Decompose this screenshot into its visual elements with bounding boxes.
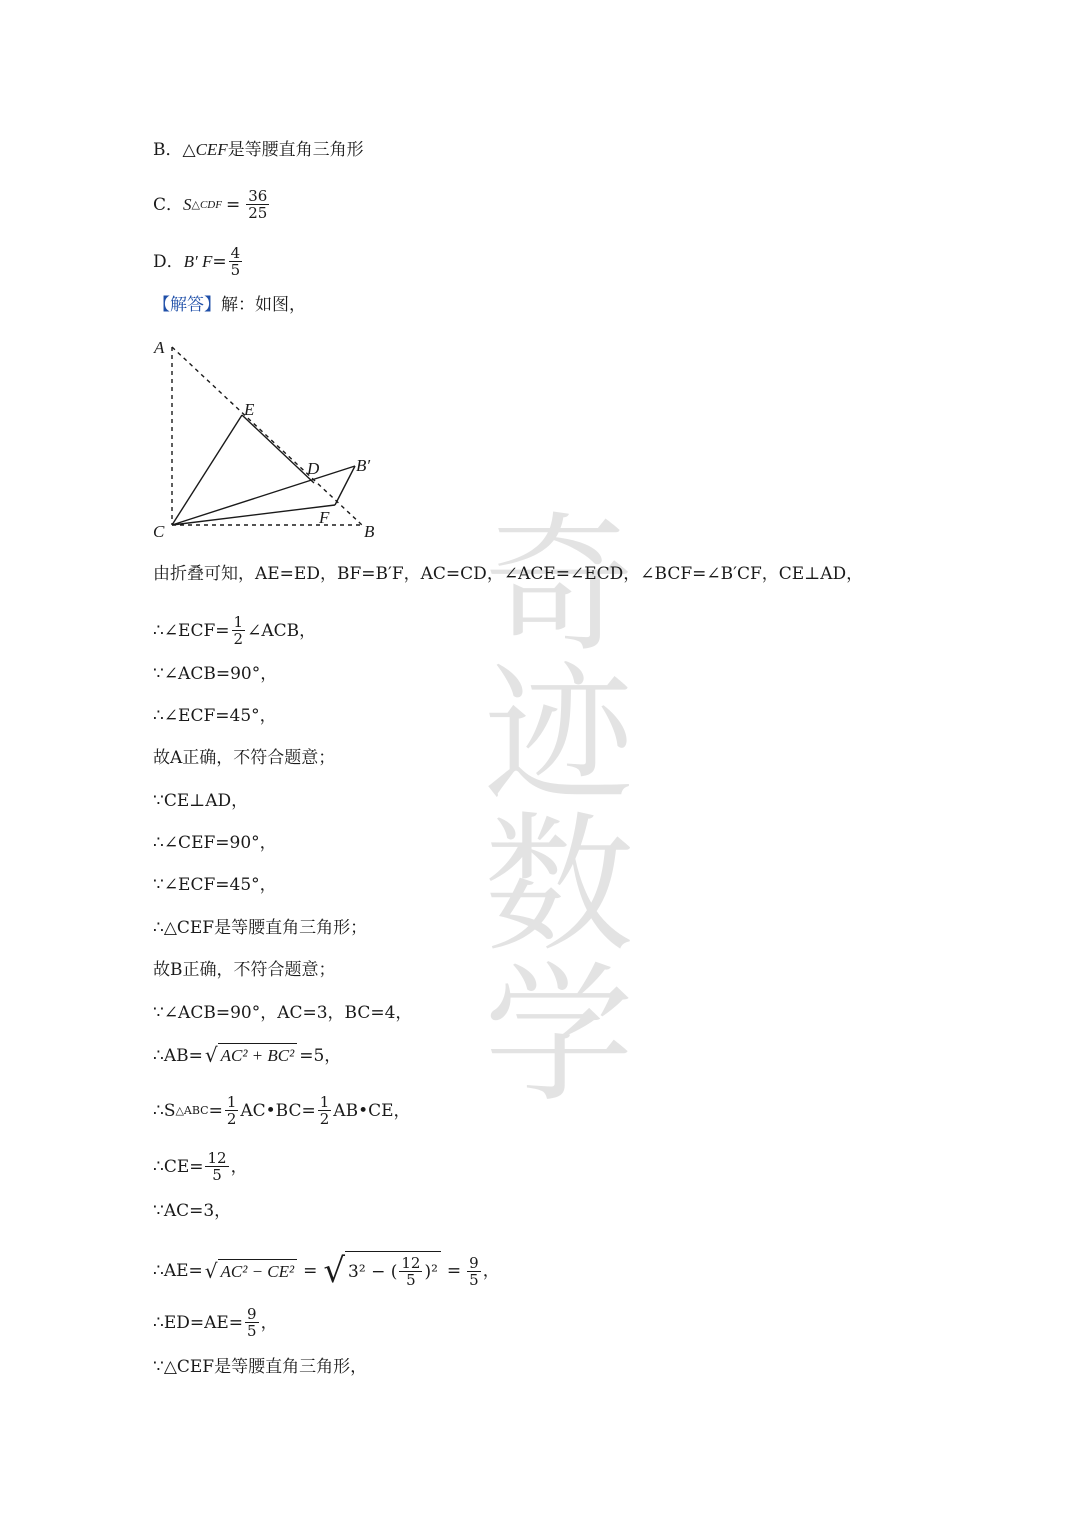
step-16-sqrt-1 <box>205 1259 297 1284</box>
step-13-numerator-1: 1 <box>226 1093 237 1111</box>
option-b-variable: CEF <box>195 140 228 159</box>
step-16-pre: ∴AE= <box>153 1261 203 1281</box>
step-9: ∴△CEF是等腰直角三角形； <box>153 918 368 938</box>
step-7: ∴∠CEF=90°， <box>153 833 277 853</box>
label-a: A <box>154 338 165 357</box>
step-13-fraction-2 <box>318 1094 332 1127</box>
step-13-denominator-2: 2 <box>319 1110 330 1128</box>
step-13-numerator-2: 1 <box>319 1093 330 1111</box>
option-d-fraction <box>229 245 243 278</box>
step-14-pre: ∴CE= <box>153 1156 204 1177</box>
step-17-post: ， <box>260 1312 278 1333</box>
step-13-mid: AC•BC= <box>240 1100 316 1121</box>
step-13 <box>153 1094 411 1127</box>
step-16-post: ， <box>482 1261 500 1281</box>
step-16-rad2-post: )² <box>424 1261 438 1282</box>
step-16-sqrt-2 <box>323 1251 441 1291</box>
step-16-radicand-1: AC² − CE² <box>218 1259 298 1284</box>
step-12-pre: ∴AB= <box>153 1045 203 1066</box>
step-11: ∵∠ACB=90°，AC=3，BC=4， <box>153 1003 413 1023</box>
step-14-numerator: 12 <box>207 1149 227 1167</box>
option-c-equals: = <box>225 194 241 215</box>
step-8: ∵∠ECF=45°， <box>153 875 277 895</box>
step-16 <box>153 1251 500 1291</box>
step-14-post: ， <box>230 1156 248 1177</box>
sqrt-symbol: √ <box>204 1258 218 1283</box>
option-d-equals: = <box>212 251 227 272</box>
step-13-pre: ∴S <box>153 1100 176 1121</box>
step-16-equals-2: = <box>446 1261 462 1281</box>
label-b: B <box>364 522 375 541</box>
step-14-denominator: 5 <box>212 1166 222 1184</box>
step-17-pre: ∴ED=AE= <box>153 1312 244 1333</box>
step-16-fraction <box>467 1255 481 1288</box>
segment-ce <box>172 415 242 525</box>
step-13-fraction-1 <box>225 1094 239 1127</box>
option-b-text: 是等腰直角三角形 <box>227 140 364 160</box>
answer-heading <box>153 293 306 317</box>
step-15: ∵AC=3， <box>153 1201 232 1221</box>
step-2-post: ∠ACB， <box>247 620 317 641</box>
answer-tag: 【解答】 <box>153 295 221 315</box>
answer-intro: 解：如图， <box>221 295 306 315</box>
step-18: ∵△CEF是等腰直角三角形， <box>153 1357 368 1377</box>
option-d-variable: B′ F <box>183 251 213 271</box>
step-16-denominator: 5 <box>469 1270 479 1289</box>
option-d-label: D． <box>153 251 184 272</box>
step-4: ∴∠ECF=45°， <box>153 706 277 726</box>
step-12-radicand: AC² + BC² <box>218 1043 298 1068</box>
step-3: ∵∠ACB=90°， <box>153 664 278 684</box>
option-d-denominator: 5 <box>230 261 241 279</box>
label-d: D <box>307 459 320 478</box>
step-5: 故A正确，不符合题意； <box>153 748 336 768</box>
step-1: 由折叠可知，AE=ED，BF=B′F，AC=CD，∠ACE=∠ECD，∠BCF=∠B′CF，CE⊥AD， <box>153 564 864 584</box>
segment-ed <box>242 415 314 483</box>
step-10: 故B正确，不符合题意； <box>153 960 336 980</box>
option-c-fraction <box>246 188 269 221</box>
step-16-rad2-numerator: 12 <box>401 1254 421 1272</box>
step-12-post: =5， <box>299 1045 342 1066</box>
option-c-s: S <box>183 194 192 214</box>
step-13-denominator-1: 2 <box>226 1110 237 1128</box>
step-17-numerator: 9 <box>247 1305 257 1323</box>
step-16-equals: = <box>303 1261 318 1281</box>
option-b-label: B． <box>153 140 183 160</box>
label-e: E <box>244 400 255 419</box>
option-b-triangle: △ <box>182 140 196 160</box>
label-c: C <box>153 522 165 541</box>
step-17 <box>153 1306 278 1339</box>
sqrt-symbol: √ <box>323 1251 346 1291</box>
sqrt-symbol: √ <box>204 1043 218 1067</box>
segment-cf <box>172 505 335 525</box>
step-17-denominator: 5 <box>247 1322 257 1340</box>
step-2-numerator: 1 <box>233 613 244 631</box>
option-b <box>153 138 364 162</box>
label-f: F <box>319 508 330 527</box>
geometry-figure <box>150 335 390 545</box>
step-12-sqrt <box>205 1043 297 1068</box>
option-d-numerator: 4 <box>230 244 241 262</box>
option-c <box>153 188 271 221</box>
step-2 <box>153 614 316 647</box>
option-d <box>153 245 244 278</box>
step-16-numerator: 9 <box>469 1253 479 1272</box>
step-14 <box>153 1150 248 1183</box>
step-13-post: AB•CE， <box>333 1100 411 1121</box>
step-2-fraction <box>232 614 246 647</box>
step-2-pre: ∴∠ECF= <box>153 620 230 641</box>
option-c-label: C． <box>153 194 184 215</box>
step-6: ∵CE⊥AD， <box>153 791 249 811</box>
segment-ab <box>172 347 362 525</box>
step-16-rad2-pre: 3² − ( <box>348 1261 398 1282</box>
step-16-radicand-2 <box>345 1251 441 1291</box>
step-13-equals: = <box>208 1100 223 1121</box>
step-13-sub: △ABC <box>175 1103 209 1117</box>
option-c-sub: △CDF <box>191 198 222 211</box>
step-12 <box>153 1043 341 1068</box>
step-14-fraction <box>205 1150 228 1183</box>
option-c-numerator: 36 <box>248 187 268 205</box>
step-2-denominator: 2 <box>233 630 244 648</box>
watermark: 奇迹数学 <box>458 505 632 1105</box>
step-16-rad2-denominator: 5 <box>406 1271 416 1289</box>
label-b-prime: B′ <box>356 456 371 475</box>
option-c-denominator: 25 <box>248 204 268 222</box>
step-17-fraction <box>245 1306 259 1339</box>
step-16-rad2-fraction <box>399 1255 422 1288</box>
